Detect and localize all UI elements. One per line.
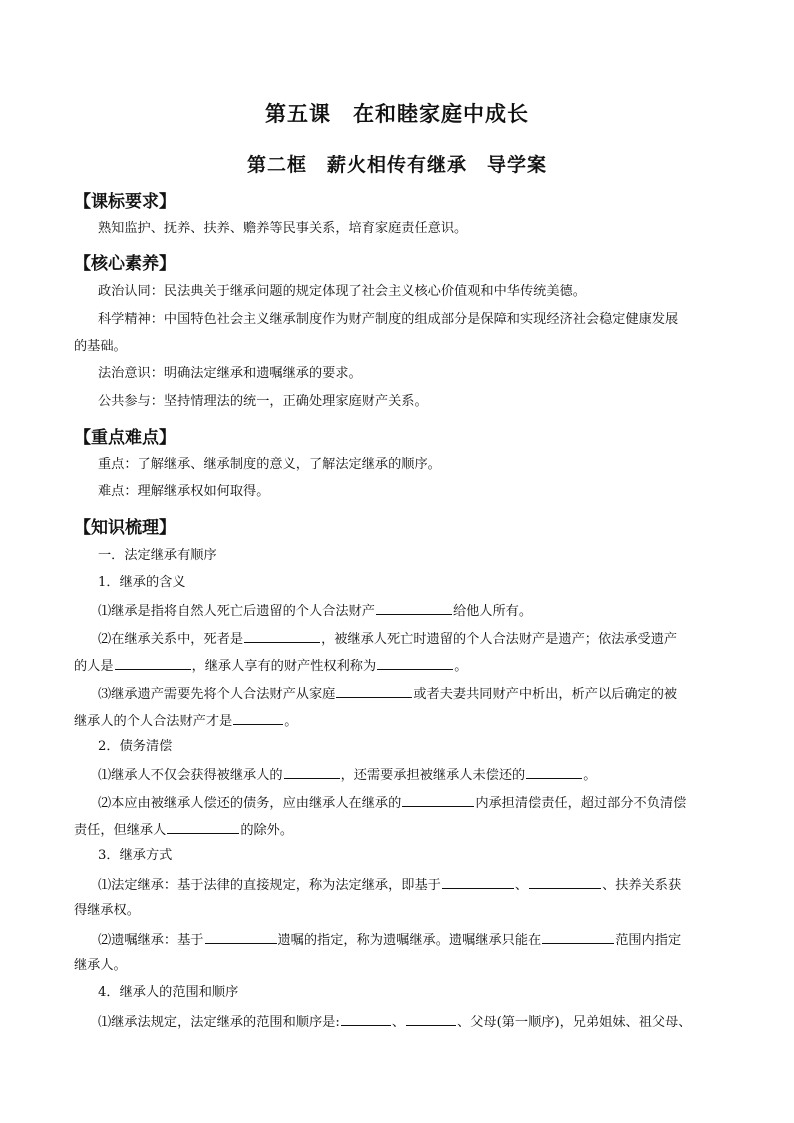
- text: 的除外。: [240, 823, 294, 838]
- key-point: 重点：了解继承、继承制度的意义，了解法定继承的顺序。: [98, 457, 441, 472]
- literacy-law: 法治意识：明确法定继承和遗嘱继承的要求。: [98, 366, 362, 381]
- text: 范围内指定: [615, 933, 682, 948]
- text: ⑴继承是指将自然人死亡后遗留的个人合法财产: [98, 604, 375, 619]
- text: ⑴继承人不仅会获得被继承人的: [98, 768, 283, 783]
- item-1-3: [98, 683, 677, 705]
- item-1-1: [98, 600, 532, 622]
- fill-blank[interactable]: [115, 655, 191, 670]
- item-2-2-cont: [74, 819, 293, 841]
- text: 、: [514, 878, 529, 893]
- literacy-science-cont: 的基础。: [74, 339, 127, 354]
- text: ⑵在继承关系中，死者是: [98, 632, 244, 647]
- text: 或者夫妻共同财产中析出，析产以后确定的被: [413, 687, 678, 702]
- item-1-2-cont: [74, 655, 467, 677]
- subheading-debt: 2．债务清偿: [98, 739, 173, 754]
- text: 的人是: [74, 659, 114, 674]
- text: 责任，但继承人: [74, 823, 167, 838]
- fill-blank[interactable]: [442, 874, 514, 889]
- fill-blank[interactable]: [406, 1011, 456, 1026]
- text: ⑴继承法规定，法定继承的范围和顺序是:: [98, 1015, 340, 1030]
- subheading-inheritance-methods: 3．继承方式: [98, 848, 173, 863]
- text: 。: [284, 714, 298, 729]
- fill-blank[interactable]: [244, 628, 320, 643]
- page-subtitle: 第二框 薪火相传有继承 导学案: [246, 154, 547, 176]
- item-1-3-cont: [74, 710, 297, 732]
- text: 、: [391, 1015, 406, 1030]
- section-heading-literacy: 【核心素养】: [74, 254, 176, 274]
- fill-blank[interactable]: [529, 874, 601, 889]
- text: ⑵遗嘱继承：基于: [98, 933, 204, 948]
- text: 内承担清偿责任，超过部分不负清偿: [475, 796, 687, 811]
- part-heading-1: 一．法定继承有顺序: [98, 548, 217, 563]
- fill-blank[interactable]: [336, 683, 412, 698]
- page-title: 第五课 在和睦家庭中成长: [265, 101, 529, 126]
- text: ，被继承人死亡时遗留的个人合法财产是遗产；依法承受遗产: [321, 632, 678, 647]
- fill-blank[interactable]: [284, 764, 340, 779]
- standards-text: 熟知监护、抚养、扶养、赡养等民事关系，培育家庭责任意识。: [98, 221, 468, 236]
- section-heading-knowledge: 【知识梳理】: [74, 518, 176, 538]
- fill-blank[interactable]: [341, 1011, 391, 1026]
- item-2-2: [98, 792, 686, 814]
- item-3-1: [98, 874, 681, 896]
- text: ，还需要承担被继承人未偿还的: [340, 768, 526, 783]
- fill-blank[interactable]: [402, 792, 474, 807]
- literacy-participation: 公共参与：坚持情理法的统一，正确处理家庭财产关系。: [98, 394, 428, 409]
- section-heading-standards: 【课标要求】: [74, 192, 176, 212]
- text: ⑵本应由被继承人偿还的债务，应由继承人在继承的: [98, 796, 402, 811]
- fill-blank[interactable]: [233, 710, 283, 725]
- subheading-heir-scope: 4．继承人的范围和顺序: [98, 985, 239, 1000]
- text: 遗嘱的指定，称为遗嘱继承。遗嘱继承只能在: [277, 933, 542, 948]
- text: ⑶继承遗产需要先将个人合法财产从家庭: [98, 687, 336, 702]
- text: 给他人所有。: [452, 604, 533, 619]
- difficult-point: 难点：理解继承权如何取得。: [98, 484, 270, 499]
- subheading-inheritance-meaning: 1．继承的含义: [98, 575, 186, 590]
- fill-blank[interactable]: [526, 764, 582, 779]
- text: ，继承人享有的财产性权利称为: [191, 659, 377, 674]
- fill-blank[interactable]: [377, 655, 453, 670]
- literacy-science: 科学精神：中国特色社会主义继承制度作为财产制度的组成部分是保障和实现经济社会稳定健康发展: [98, 312, 679, 327]
- text: 。: [583, 768, 597, 783]
- fill-blank[interactable]: [167, 819, 239, 834]
- item-3-2-cont: 继承人。: [74, 958, 127, 973]
- item-3-2: [98, 929, 681, 951]
- text: ⑴法定继承：基于法律的直接规定，称为法定继承，即基于: [98, 878, 441, 893]
- section-heading-key-points: 【重点难点】: [74, 428, 176, 448]
- fill-blank[interactable]: [205, 929, 277, 944]
- fill-blank[interactable]: [542, 929, 614, 944]
- fill-blank[interactable]: [376, 600, 452, 615]
- item-3-1-cont: 得继承权。: [74, 903, 140, 918]
- item-2-1: [98, 764, 596, 786]
- text: 、父母(第一顺序)，兄弟姐妹、祖父母、: [457, 1015, 692, 1030]
- text: 、扶养关系获: [602, 878, 682, 893]
- item-1-2: [98, 628, 677, 650]
- literacy-political: 政治认同：民法典关于继承问题的规定体现了社会主义核心价值观和中华传统美德。: [98, 284, 586, 299]
- item-4-1: [98, 1011, 692, 1033]
- text: 。: [454, 659, 468, 674]
- text: 继承人的个人合法财产才是: [74, 714, 233, 729]
